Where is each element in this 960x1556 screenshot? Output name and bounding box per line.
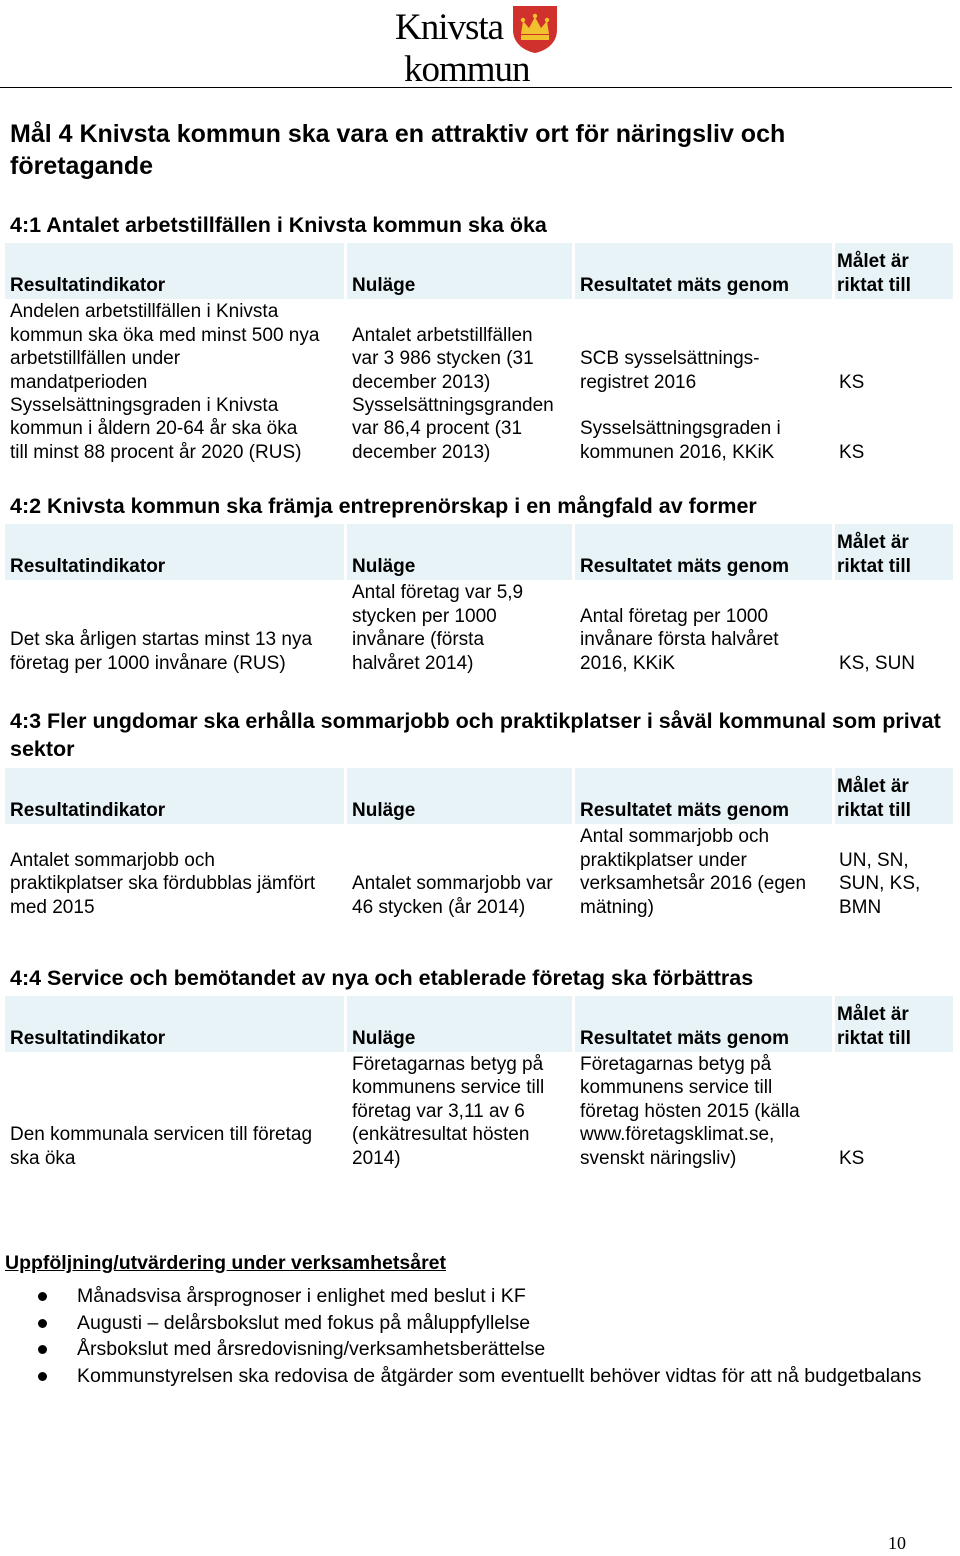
col-header-measured: Resultatet mäts genom — [580, 1027, 790, 1049]
list-item: Kommunstyrelsen ska redovisa de åtgärder som eventuellt behöver vidtas för att nå budgetbalans — [0, 1363, 930, 1390]
target-cell: UN, SN, SUN, KS, BMN — [839, 849, 921, 918]
nulage-cell: Antalet arbetstillfällen var 3 986 stycken (31 december 2013) — [352, 324, 534, 393]
indicator-table-4-2 — [5, 524, 953, 675]
indicator-table-4-1 — [5, 243, 953, 464]
measured-cell: Företagarnas betyg på kommunens service till företag hösten 2015 (källa www.företagsklimat.se, svenskt näringsliv) — [580, 1053, 800, 1169]
nulage-cell: Antal företag var 5,9 stycken per 1000 invånare (första halvåret 2014) — [352, 582, 524, 674]
measured-cell: Sysselsättningsgraden i kommunen 2016, KKiK — [580, 418, 781, 463]
col-header-target: Målet är riktat till — [837, 532, 911, 577]
section-heading-4-3: 4:3 Fler ungdomar ska erhålla sommarjobb och praktikplatser i såväl kommunal som privat sektor — [10, 709, 941, 761]
target-cell: KS — [839, 1147, 865, 1169]
header-rule — [0, 87, 952, 88]
section-heading-4-2: 4:2 Knivsta kommun ska främja entreprenörskap i en mångfald av former — [10, 494, 757, 518]
section-heading-4-1: 4:1 Antalet arbetstillfällen i Knivsta kommun ska öka — [10, 213, 547, 237]
table-row — [0, 300, 945, 394]
indicator-cell: Antalet sommarjobb och praktikplatser ska fördubblas jämfört med 2015 — [10, 849, 316, 918]
page-title: Mål 4 Knivsta kommun ska vara en attraktiv ort för näringsliv och företagande — [10, 120, 786, 180]
col-header-target: Målet är riktat till — [837, 1004, 911, 1049]
indicator-table-4-4 — [5, 996, 953, 1170]
col-header-measured: Resultatet mäts genom — [580, 799, 790, 821]
list-item: Månadsvisa årsprognoser i enlighet med beslut i KF — [0, 1283, 930, 1310]
followup-list — [0, 1283, 930, 1389]
nulage-cell: Sysselsättningsgranden var 86,4 procent (31 december 2013) — [352, 394, 554, 463]
knivsta-kommun-logo — [392, 4, 572, 88]
table-header — [5, 243, 953, 300]
table-row — [0, 394, 945, 464]
col-header-indicator: Resultatindikator — [10, 555, 166, 577]
measured-cell: Antal sommarjobb och praktikplatser under verksamhetsår 2016 (egen mätning) — [580, 826, 807, 918]
page-number: 10 — [888, 1533, 906, 1553]
col-header-target: Målet är riktat till — [837, 251, 911, 296]
list-item: Årsbokslut med årsredovisning/verksamhetsberättelse — [0, 1336, 930, 1363]
bullet-icon — [38, 1372, 47, 1381]
col-header-nulage: Nuläge — [352, 274, 416, 296]
indicator-cell: Sysselsättningsgraden i Knivsta kommun i åldern 20-64 år ska öka till minst 88 procent år 2020 (RUS) — [10, 394, 302, 463]
col-header-measured: Resultatet mäts genom — [580, 274, 790, 296]
col-header-target: Målet är riktat till — [837, 776, 911, 821]
measured-cell: SCB sysselsättnings- registret 2016 — [580, 348, 760, 393]
section-heading-4-4: 4:4 Service och bemötandet av nya och etablerade företag ska förbättras — [10, 966, 754, 990]
nulage-cell: Företagarnas betyg på kommunens service till företag var 3,11 av 6 (enkätresultat hösten 2014) — [352, 1053, 545, 1169]
indicator-cell: Den kommunala servicen till företag ska öka — [10, 1124, 313, 1169]
bullet-icon — [38, 1345, 47, 1354]
col-header-nulage: Nuläge — [352, 1027, 416, 1049]
list-item: Augusti – delårsbokslut med fokus på måluppfyllelse — [0, 1310, 930, 1337]
col-header-nulage: Nuläge — [352, 555, 416, 577]
col-header-indicator: Resultatindikator — [10, 799, 166, 821]
col-header-indicator: Resultatindikator — [10, 274, 166, 296]
indicator-cell: Andelen arbetstillfällen i Knivsta kommun ska öka med minst 500 nya arbetstillfällen under mandatperioden — [10, 301, 320, 393]
table-row — [0, 825, 945, 919]
followup-title: Uppföljning/utvärdering under verksamhetsåret — [5, 1252, 447, 1274]
table-header — [5, 768, 953, 825]
bullet-icon — [38, 1319, 47, 1328]
nulage-cell: Antalet sommarjobb var 46 stycken (år 2014) — [352, 873, 553, 918]
table-header — [5, 524, 953, 581]
table-row — [0, 581, 945, 675]
col-header-measured: Resultatet mäts genom — [580, 555, 790, 577]
col-header-indicator: Resultatindikator — [10, 1027, 166, 1049]
measured-cell: Antal företag per 1000 invånare första halvåret 2016, KKiK — [580, 605, 779, 674]
indicator-cell: Det ska årligen startas minst 13 nya företag per 1000 invånare (RUS) — [10, 629, 313, 674]
bullet-icon — [38, 1292, 47, 1301]
table-header — [5, 996, 953, 1053]
logo-text-line2: kommun — [404, 49, 530, 90]
table-row — [0, 1053, 945, 1170]
target-cell: KS — [839, 441, 865, 463]
indicator-table-4-3 — [5, 768, 953, 919]
col-header-nulage: Nuläge — [352, 799, 416, 821]
target-cell: KS, SUN — [839, 652, 916, 674]
crown-shield-icon — [510, 4, 560, 54]
logo-text-line1: Knivsta — [395, 7, 504, 48]
target-cell: KS — [839, 371, 865, 393]
